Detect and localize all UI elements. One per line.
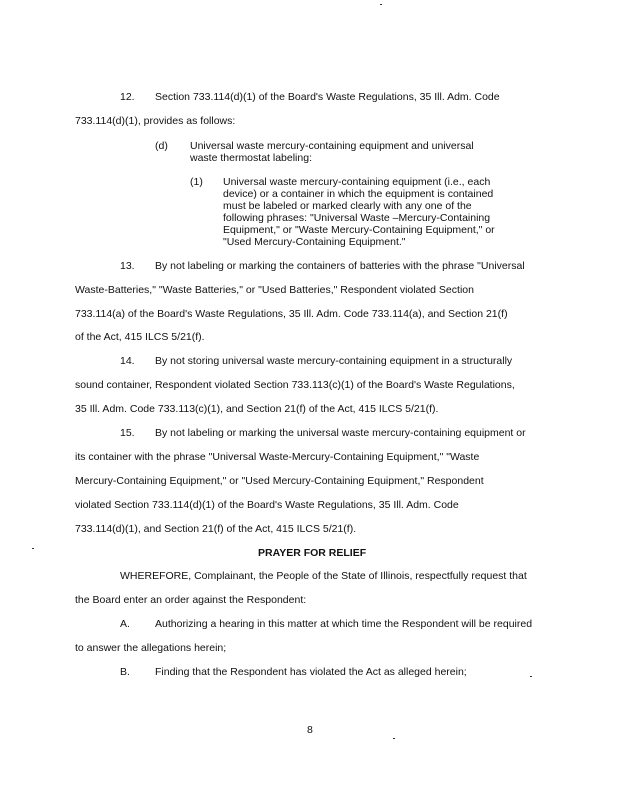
paragraph-text: 733.114(a) of the Board's Waste Regulations, 35 Ill. Adm. Code 733.114(a), and Section 21(f): [75, 308, 508, 320]
scan-speck: [32, 548, 34, 549]
paragraph-text: By not storing universal waste mercury-containing equipment in a structurally: [155, 355, 513, 367]
paragraph-text: the Board enter an order against the Respondent:: [75, 594, 307, 606]
paragraph-text: 35 Ill. Adm. Code 733.113(c)(1), and Section 21(f) of the Act, 415 ILCS 5/21(f).: [75, 403, 439, 415]
page-number: 8: [307, 724, 313, 736]
scan-speck: [393, 738, 395, 739]
list-label: A.: [120, 618, 130, 630]
paragraph-number: 12.: [120, 91, 135, 103]
quote-label: (d): [155, 140, 168, 152]
quote-text: device) or a container in which the equipment is contained: [223, 188, 494, 200]
paragraph-text: of the Act, 415 ILCS 5/21(f).: [75, 331, 205, 343]
paragraph-number: 15.: [120, 427, 135, 439]
paragraph-text: By not labeling or marking the containers of batteries with the phrase "Universal: [155, 260, 525, 272]
paragraph-text: Section 733.114(d)(1) of the Board's Waste Regulations, 35 Ill. Adm. Code: [155, 91, 500, 103]
paragraph-text: 733.114(d)(1), and Section 21(f) of the Act, 415 ILCS 5/21(f).: [75, 523, 357, 535]
paragraph-text: Waste-Batteries," "Waste Batteries," or "Used Batteries," Respondent violated Section: [75, 284, 474, 296]
section-heading: PRAYER FOR RELIEF: [258, 547, 367, 559]
quote-text: Universal waste mercury-containing equipment (i.e., each: [223, 176, 491, 188]
paragraph-text: sound container, Respondent violated Section 733.113(c)(1) of the Board's Waste Regulations,: [75, 379, 515, 391]
scan-speck: [530, 676, 532, 677]
paragraph-number: 14.: [120, 355, 135, 367]
quote-text: Universal waste mercury-containing equipment and universal: [190, 140, 474, 152]
paragraph-text: 733.114(d)(1), provides as follows:: [75, 115, 236, 127]
list-text: to answer the allegations herein;: [75, 642, 227, 654]
scan-speck: [380, 4, 382, 5]
quote-text: "Used Mercury-Containing Equipment.": [223, 236, 406, 248]
quote-text: following phrases: "Universal Waste –Mercury-Containing: [223, 212, 491, 224]
quote-text: Equipment," or "Waste Mercury-Containing Equipment," or: [223, 224, 495, 236]
quote-text: must be labeled or marked clearly with any one of the: [223, 200, 472, 212]
list-text: Finding that the Respondent has violated the Act as alleged herein;: [155, 666, 467, 678]
paragraph-number: 13.: [120, 260, 135, 272]
paragraph-text: Mercury-Containing Equipment," or "Used Mercury-Containing Equipment," Respondent: [75, 475, 484, 487]
quote-text: waste thermostat labeling:: [190, 152, 312, 164]
paragraph-text: By not labeling or marking the universal waste mercury-containing equipment or: [155, 427, 526, 439]
paragraph-text: violated Section 733.114(d)(1) of the Board's Waste Regulations, 35 Ill. Adm. Code: [75, 499, 459, 511]
paragraph-text: WHEREFORE, Complainant, the People of the State of Illinois, respectfully request that: [120, 570, 527, 582]
list-label: B.: [120, 666, 130, 678]
quote-label: (1): [190, 176, 203, 188]
paragraph-text: its container with the phrase "Universal Waste-Mercury-Containing Equipment," "Waste: [75, 451, 480, 463]
list-text: Authorizing a hearing in this matter at which time the Respondent will be required: [155, 618, 533, 630]
